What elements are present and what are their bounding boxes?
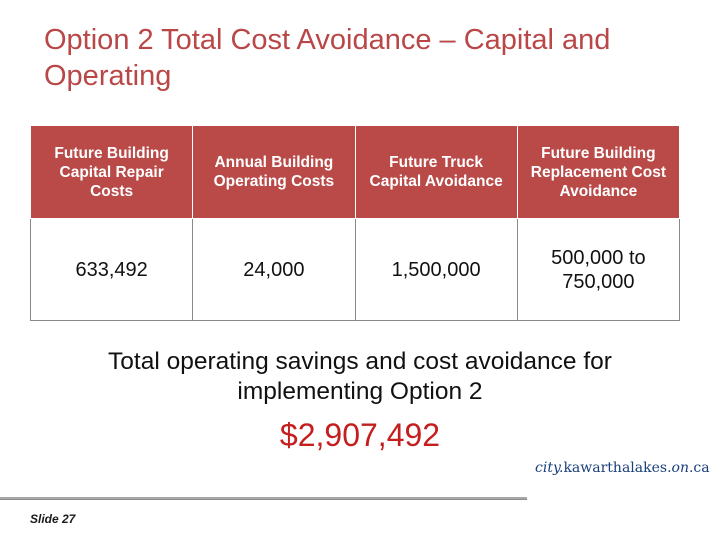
header-truck-capital: Future Truck Capital Avoidance [355,126,517,219]
value-annual-operating: 24,000 [193,219,355,321]
total-amount: $2,907,492 [279,417,441,453]
footer-divider [0,497,527,500]
slide-number: Slide 27 [30,512,76,526]
brand-on: on [671,460,689,476]
table-header-row [31,126,680,219]
value-building-capital-repair: 633,492 [31,219,193,321]
summary-text: Total operating savings and cost avoidance for implementing Option 2 [108,348,612,405]
city-url [535,460,715,476]
cost-table [30,125,680,321]
header-building-replacement: Future Building Replacement Cost Avoidance [517,126,679,219]
header-building-capital-repair: Future Building Capital Repair Costs [31,126,193,219]
footer-divider-accent [0,497,527,499]
header-annual-operating: Annual Building Operating Costs [193,126,355,219]
value-truck-capital: 1,500,000 [355,219,517,321]
brand-kawarthalakes: kawarthalakes. [563,460,672,476]
brand-ca: .ca [688,460,710,476]
slide-title: Option 2 Total Cost Avoidance – Capital and Operating [44,24,611,92]
table-row [31,219,680,321]
brand-city: city. [535,460,564,476]
value-building-replacement: 500,000 to 750,000 [517,219,679,321]
